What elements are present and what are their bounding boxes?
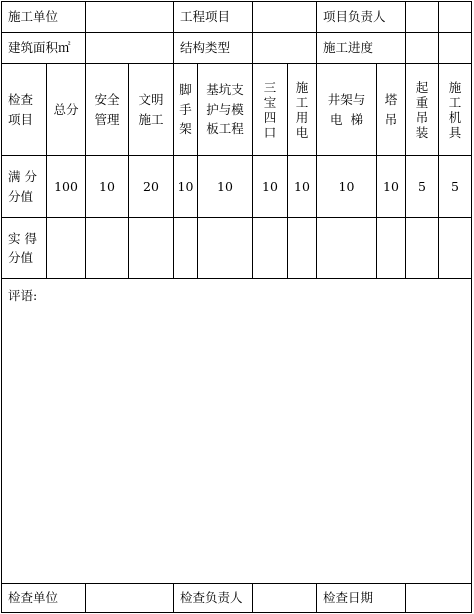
project-manager-field[interactable] xyxy=(406,2,471,32)
actual-score-line-2: 分值 xyxy=(8,250,34,265)
project-label: 工程项目 xyxy=(180,9,231,25)
full-score-civilized: 20 xyxy=(143,178,159,194)
civilized-line-1: 文明 xyxy=(138,92,164,108)
full-score-label xyxy=(2,156,46,217)
full-score-hoist: 10 xyxy=(338,178,355,194)
safety-line-2: 管理 xyxy=(94,111,120,127)
project-field[interactable] xyxy=(253,2,316,32)
full-score-machinery: 5 xyxy=(451,178,459,194)
total-header: 总分 xyxy=(53,101,79,117)
machinery-line-1: 施 xyxy=(448,79,462,95)
check-item-line-1: 检查 xyxy=(8,92,34,108)
scaffold-header xyxy=(174,64,197,155)
crane-line-1: 起 xyxy=(415,79,429,95)
actual-score-label xyxy=(2,218,46,278)
structure-type-label: 结构类型 xyxy=(180,40,231,56)
three-four-line-1: 三 xyxy=(263,79,277,95)
construction-unit-label: 施工单位 xyxy=(8,9,59,25)
actual-score-crane-field[interactable] xyxy=(406,218,438,278)
tower-header xyxy=(377,64,405,155)
electricity-line-4: 电 xyxy=(295,124,309,140)
inspection-lead-field[interactable] xyxy=(253,584,316,612)
full-score-foundation: 10 xyxy=(217,178,233,194)
check-item-line-2: 项目 xyxy=(8,111,34,127)
inspection-unit-label: 检查单位 xyxy=(8,590,59,606)
actual-score-safety-field[interactable] xyxy=(86,218,128,278)
progress-label: 施工进度 xyxy=(323,40,374,56)
inspection-date-field[interactable] xyxy=(406,584,471,612)
crane-line-2: 重 xyxy=(415,94,429,110)
foundation-line-3: 板工程 xyxy=(206,121,244,137)
tower-line-2: 吊 xyxy=(384,111,398,127)
electricity-header xyxy=(288,64,316,155)
full-score-line-2: 分值 xyxy=(8,188,34,204)
full-score-scaffold: 10 xyxy=(177,178,194,194)
three-four-header xyxy=(253,64,287,155)
safety-line-1: 安全 xyxy=(94,92,120,108)
construction-unit-field[interactable] xyxy=(86,2,173,32)
actual-score-total-field[interactable] xyxy=(47,218,85,278)
hoist-header xyxy=(317,64,376,155)
comment-area[interactable] xyxy=(2,279,471,583)
electricity-line-3: 用 xyxy=(295,109,309,125)
full-score-line-1: 满 分 xyxy=(8,169,37,185)
inspection-lead-label: 检查负责人 xyxy=(180,590,243,606)
electricity-line-1: 施 xyxy=(295,79,309,95)
foundation-header xyxy=(198,64,252,155)
full-score-tower: 10 xyxy=(383,178,399,194)
machinery-line-4: 具 xyxy=(448,124,462,140)
project-manager-label: 项目负责人 xyxy=(323,9,386,25)
actual-score-three-four-field[interactable] xyxy=(253,218,287,278)
scaffold-line-1: 脚 xyxy=(179,82,192,98)
actual-score-electricity-field[interactable] xyxy=(288,218,316,278)
full-score-total: 100 xyxy=(54,178,78,194)
full-score-safety: 10 xyxy=(99,178,115,194)
electricity-line-2: 工 xyxy=(295,94,309,110)
actual-score-civilized-field[interactable] xyxy=(129,218,173,278)
actual-score-hoist-field[interactable] xyxy=(317,218,376,278)
actual-score-machinery-field[interactable] xyxy=(439,218,471,278)
inspection-unit-field[interactable] xyxy=(86,584,173,612)
full-score-electricity: 10 xyxy=(294,178,310,194)
safety-header xyxy=(86,64,128,155)
check-item-header xyxy=(2,64,46,155)
three-four-line-2: 宝 xyxy=(263,94,277,110)
full-score-three-four: 10 xyxy=(262,178,278,194)
inspection-date-label: 检查日期 xyxy=(323,590,374,606)
civilized-header xyxy=(129,64,173,155)
building-area-field[interactable] xyxy=(86,33,173,63)
machinery-line-2: 工 xyxy=(448,94,462,110)
actual-score-tower-field[interactable] xyxy=(377,218,405,278)
crane-line-4: 装 xyxy=(415,124,429,140)
three-four-line-4: 口 xyxy=(263,124,277,140)
civilized-line-2: 施工 xyxy=(138,111,164,127)
structure-type-field[interactable] xyxy=(253,33,316,63)
comment-label: 评语: xyxy=(8,288,38,303)
actual-score-scaffold-field[interactable] xyxy=(174,218,197,278)
machinery-line-3: 机 xyxy=(448,109,462,125)
foundation-line-2: 护与模 xyxy=(206,101,244,117)
machinery-header xyxy=(439,64,471,155)
tower-line-1: 塔 xyxy=(384,92,398,108)
crane-header xyxy=(406,64,438,155)
actual-score-foundation-field[interactable] xyxy=(198,218,252,278)
actual-score-line-1: 实 得 xyxy=(8,230,37,246)
crane-line-3: 吊 xyxy=(415,109,429,125)
full-score-crane: 5 xyxy=(418,178,426,194)
foundation-line-1: 基坑支 xyxy=(206,82,244,98)
building-area-label: 建筑面积㎡ xyxy=(8,40,71,56)
hoist-line-2: 电 梯 xyxy=(330,111,363,127)
hoist-line-1: 井架与 xyxy=(327,92,366,108)
scaffold-line-3: 架 xyxy=(179,121,192,137)
progress-field[interactable] xyxy=(406,33,471,63)
three-four-line-3: 四 xyxy=(263,109,277,125)
scaffold-line-2: 手 xyxy=(179,101,192,117)
